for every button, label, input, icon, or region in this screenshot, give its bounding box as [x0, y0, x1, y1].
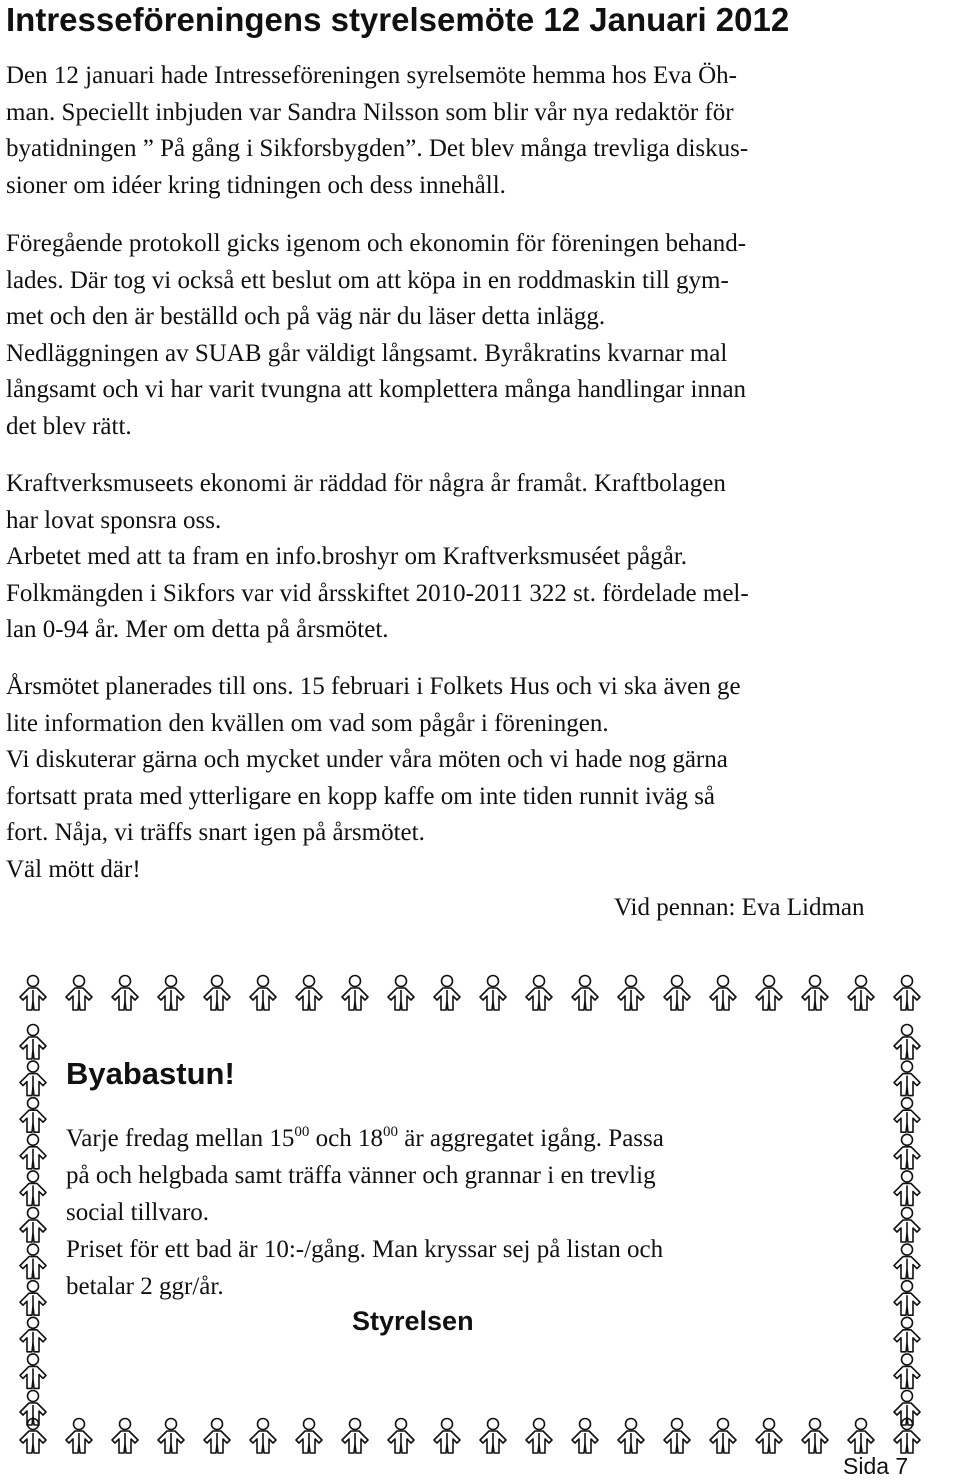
person-icon [112, 1419, 138, 1454]
superscript: 00 [294, 1124, 310, 1140]
person-icon [664, 1419, 690, 1454]
person-icon [296, 1419, 322, 1454]
person-icon [20, 1244, 46, 1279]
person-icon [802, 1419, 828, 1454]
person-icon [434, 1419, 460, 1454]
text-line: byatidningen ” På gång i Sikforsbygden”. Det blev många trevliga diskus- [6, 135, 749, 162]
person-icon [204, 976, 230, 1011]
text-line: fort. Nåja, vi träffs snart igen på årsmötet. [6, 819, 425, 846]
person-icon [20, 1171, 46, 1206]
article-title: Intresseföreningens styrelsemöte 12 Januari 2012 [6, 1, 790, 38]
person-icon [894, 1171, 920, 1206]
person-icon [894, 1134, 920, 1169]
person-icon [158, 976, 184, 1011]
person-icon [664, 976, 690, 1011]
person-icon [158, 1419, 184, 1454]
person-icon [710, 1419, 736, 1454]
page-number: Sida 7 [843, 1453, 909, 1479]
person-icon [388, 976, 414, 1011]
person-icon [250, 1419, 276, 1454]
person-icon [572, 976, 598, 1011]
article-signature: Vid pennan: Eva Lidman [614, 894, 865, 921]
person-icon [20, 1419, 46, 1454]
text-line: långsamt och vi har varit tvungna att komplettera många handlingar innan [6, 376, 747, 403]
person-icon [296, 976, 322, 1011]
text-line: lades. Där tog vi också ett beslut om att köpa in en roddmaskin till gym- [6, 266, 729, 294]
person-icon [802, 976, 828, 1011]
notice-signature: Styrelsen [352, 1306, 474, 1336]
person-icon [618, 976, 644, 1011]
person-icon [480, 1419, 506, 1454]
text-line: på och helgbada samt träffa vänner och grannar i en trevlig [66, 1162, 656, 1189]
person-icon [388, 1419, 414, 1454]
text-line: Nedläggningen av SUAB går väldigt långsamt. Byråkratins kvarnar mal [6, 339, 728, 367]
person-icon [756, 1419, 782, 1454]
text-line: Priset för ett bad är 10:-/gång. Man kryssar sej på listan och [66, 1236, 664, 1263]
text-line: Vi diskuterar gärna och mycket under våra möten och vi hade nog gärna [6, 746, 728, 773]
text-line: Väl mött där! [6, 855, 141, 883]
person-icon [894, 1025, 920, 1060]
text-line: Varje fredag mellan $15^{00}$ och $18^{00}$ är aggregatet igång. Passa [66, 1124, 664, 1152]
person-icon [112, 976, 138, 1011]
person-icon [20, 1208, 46, 1243]
person-icon [20, 1098, 46, 1133]
person-icon [894, 1281, 920, 1316]
text-line: lan 0-94 år. Mer om detta på årsmötet. [6, 616, 389, 643]
notice-body [66, 1120, 664, 1305]
person-icon [20, 1281, 46, 1316]
person-icon [848, 1419, 874, 1454]
person-icon [204, 1419, 230, 1454]
person-icon [894, 1391, 920, 1426]
text-line: betalar 2 ggr/år. [66, 1273, 224, 1300]
person-icon [618, 1419, 644, 1454]
person-icon [250, 976, 276, 1011]
person-icon [710, 976, 736, 1011]
person-icon [894, 1098, 920, 1133]
person-icon [894, 1061, 920, 1096]
text-line: det blev rätt. [6, 412, 132, 440]
text-line: Årsmötet planerades till ons. 15 februari i Folkets Hus och vi ska även ge [6, 673, 741, 700]
person-icon [894, 1317, 920, 1352]
text-line: sioner om idéer kring tidningen och dess innehåll. [6, 171, 506, 199]
person-icon [894, 1244, 920, 1279]
notice-title: Byabastun! [66, 1056, 235, 1091]
superscript: 00 [382, 1124, 398, 1140]
person-icon [756, 976, 782, 1011]
person-icon [526, 976, 552, 1011]
text-line: lite information den kvällen om vad som pågår i föreningen. [6, 709, 609, 737]
text-line: Föregående protokoll gicks igenom och ekonomin för föreningen behand- [6, 230, 747, 257]
person-icon [66, 1419, 92, 1454]
person-icon [20, 1134, 46, 1169]
person-icon [20, 1354, 46, 1389]
person-icon [20, 1061, 46, 1096]
person-icon [572, 1419, 598, 1454]
person-icon [20, 1317, 46, 1352]
person-icon [66, 976, 92, 1011]
text-line: fortsatt prata med ytterligare en kopp kaffe om inte tiden runnit iväg så [6, 782, 716, 810]
text-line: met och den är beställd och på väg när du läser detta inlägg. [6, 303, 606, 330]
person-icon [20, 1391, 46, 1426]
text-line: Arbetet med att ta fram en info.broshyr om Kraftverksmuséet pågår. [6, 543, 688, 570]
text-line: man. Speciellt inbjuden var Sandra Nilsson som blir vår nya redaktör för [6, 98, 734, 126]
person-icon [480, 976, 506, 1011]
person-icon [848, 976, 874, 1011]
person-icon [526, 1419, 552, 1454]
text-line: Folkmängden i Sikfors var vid årsskiftet 2010-2011 322 st. fördelade mel- [6, 579, 749, 607]
person-icon [894, 1208, 920, 1243]
text-line: Den 12 januari hade Intresseföreningen syrelsemöte hemma hos Eva Öh- [6, 62, 738, 89]
person-icon [342, 976, 368, 1011]
person-icon [894, 976, 920, 1011]
text-line: har lovat sponsra oss. [6, 506, 222, 534]
person-icon [20, 976, 46, 1011]
text-line: social tillvaro. [66, 1199, 210, 1226]
person-icon [20, 1025, 46, 1060]
person-icon [434, 976, 460, 1011]
person-icon [894, 1419, 920, 1454]
person-icon [342, 1419, 368, 1454]
text-line: Kraftverksmuseets ekonomi är räddad för några år framåt. Kraftbolagen [6, 470, 726, 497]
person-icon [894, 1354, 920, 1389]
